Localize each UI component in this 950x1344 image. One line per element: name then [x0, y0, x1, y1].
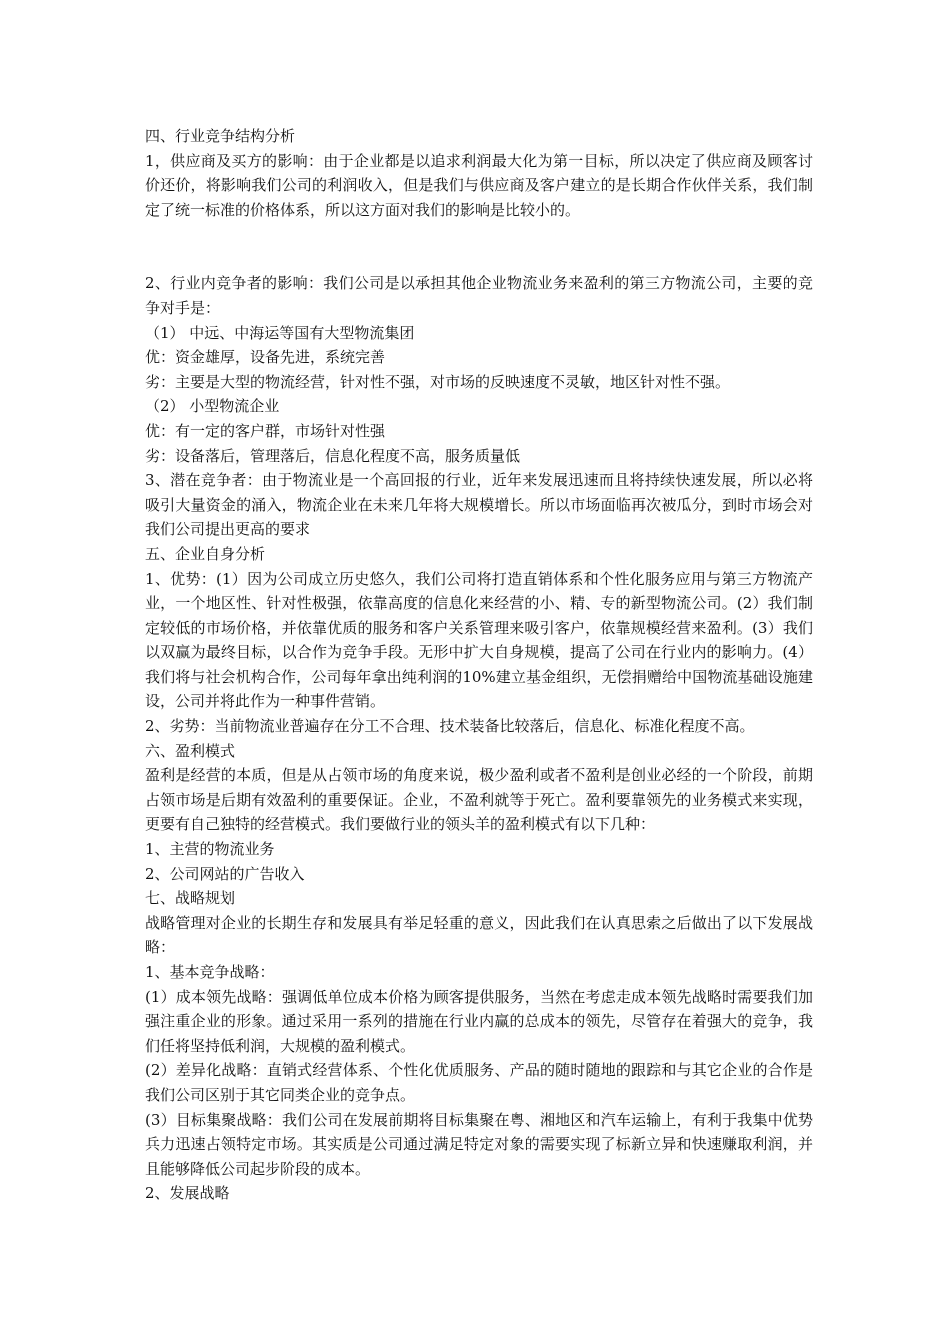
- list-item-profit-1: 1、主营的物流业务: [145, 840, 275, 859]
- paragraph-weaknesses: 2、劣势：当前物流业普遍存在分工不合理、技术装备比较落后，信息化、标准化程度不高。: [145, 717, 755, 736]
- section-heading-industry-competition: 四、行业竞争结构分析: [145, 127, 296, 145]
- list-item-competitor-1: （1） 中远、中海运等国有大型物流集团: [145, 323, 415, 342]
- section-heading-strategy: 七、战略规划: [145, 889, 236, 908]
- paragraph-differentiation: (2）差异化战略：直销式经营体系、个性化优质服务、产品的随时随地的跟踪和与其它企业的合作是我们公司区别于其它同类企业的竞争点。: [145, 1061, 813, 1104]
- subheading-basic-strategy: 1、基本竞争战略：: [145, 963, 275, 981]
- list-item-competitor-2-weakness: 劣：设备落后，管理落后，信息化程度不高，服务质量低: [145, 446, 521, 465]
- paragraph-profit-model: 盈利是经营的本质，但是从占领市场的角度来说，极少盈利或者不盈利是创业必经的一个阶段，前期占领市场是后期有效盈利的重要保证。企业，不盈利就等于死亡。盈利要靠领先的业务模式来实现，更要有自己独特的经营模式。我们要做行业的领头羊的盈利模式有以下几种：: [145, 766, 813, 834]
- document-body: [145, 124, 813, 1206]
- list-item-competitor-2-strength: 优：有一定的客户群，市场针对性强: [145, 421, 386, 440]
- list-item-competitor-1-weakness: 劣：主要是大型的物流经营，针对性不强，对市场的反映速度不灵敏，地区针对性不强。: [145, 372, 731, 391]
- paragraph-supplier-buyer-influence: 1，供应商及买方的影响：由于企业都是以追求利润最大化为第一目标，所以决定了供应商及顾客讨价还价，将影响我们公司的利润收入，但是我们与供应商及客户建立的是长期合作伙伴关系，我们制定了统一标准的价格体系，所以这方面对我们的影响是比较小的。: [145, 151, 813, 219]
- list-item-profit-2: 2、公司网站的广告收入: [145, 864, 305, 883]
- paragraph-potential-competitors: 3、潜在竞争者：由于物流业是一个高回报的行业，近年来发展迅速而且将持续快速发展，所以必将吸引大量资金的涌入，物流企业在未来几年将大规模增长。所以市场面临再次被瓜分，到时市场会对我们公司提出更高的要求: [145, 471, 813, 539]
- paragraph-industry-competitors: 2、行业内竞争者的影响：我们公司是以承担其他企业物流业务来盈利的第三方物流公司，主要的竞争对手是：: [145, 274, 813, 317]
- section-heading-self-analysis: 五、企业自身分析: [145, 544, 266, 563]
- paragraph-cost-leadership: (1）成本领先战略：强调低单位成本价格为顾客提供服务，当然在考虑走成本领先战略时需要我们加强注重企业的形象。通过采用一系列的措施在行业内赢的总成本的领先，尽管存在着强大的竞争，我们任将坚持低利润，大规模的盈利模式。: [145, 987, 813, 1055]
- paragraph-strategy-intro: 战略管理对企业的长期生存和发展具有举足轻重的意义，因此我们在认真思索之后做出了以下发展战略：: [145, 913, 813, 957]
- blank-gap: [145, 222, 813, 271]
- subheading-development-strategy: 2、发展战略: [145, 1184, 230, 1203]
- paragraph-focus-strategy: (3）目标集聚战略：我们公司在发展前期将目标集聚在粤、湘地区和汽车运输上，有利于我集中优势兵力迅速占领特定市场。其实质是公司通过满足特定对象的需要实现了标新立异和快速赚取利润，并且能够降低公司起步阶段的成本。: [145, 1110, 813, 1178]
- list-item-competitor-1-strength: 优：资金雄厚，设备先进，系统完善: [145, 348, 386, 367]
- list-item-competitor-2: （2） 小型物流企业: [145, 397, 280, 416]
- section-heading-profit-model: 六、盈利模式: [145, 741, 236, 760]
- paragraph-strengths: 1、优势：(1）因为公司成立历史悠久，我们公司将打造直销体系和个性化服务应用与第三方物流产业，一个地区性、针对性极强，依靠高度的信息化来经营的小、精、专的新型物流公司。(2）我们制定较低的市场价格，并依靠优质的服务和客户关系管理来吸引客户，依靠规模经营来盈利。(3）我们以双赢为最终目标，以合作为竞争手段。无形中扩大自身规模，提高了公司在行业内的影响力。(4）我们将与社会机构合作，公司每年拿出纯利润的10%建立基金组织，无偿捐赠给中国物流基础设施建设，公司并将此作为一种事件营销。: [145, 569, 813, 711]
